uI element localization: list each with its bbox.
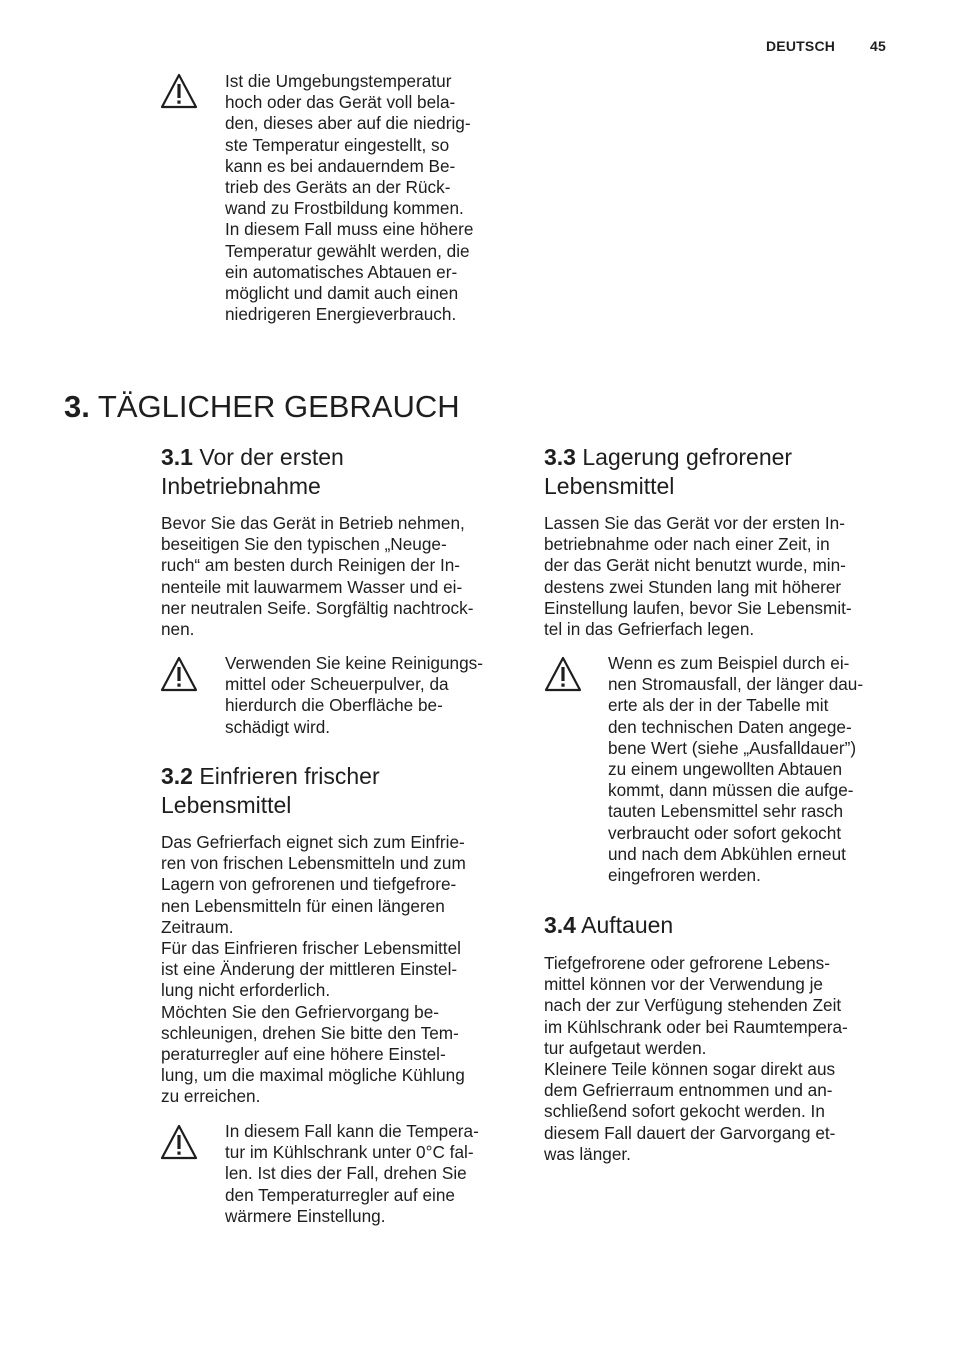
text-line: len. Ist dies der Fall, drehen Sie	[225, 1163, 467, 1184]
text-line: Zeitraum.	[161, 916, 234, 937]
section-3-3-body	[544, 513, 852, 640]
text-line: den technischen Daten angege-	[608, 716, 852, 737]
section-3-3-warning-text	[608, 653, 863, 886]
text-line: zu erreichen.	[161, 1086, 261, 1107]
text-line: nach der zur Verfügung stehenden Zeit	[544, 995, 842, 1016]
text-line: Ist die Umgebungstemperatur	[225, 71, 452, 91]
text-line: peraturregler auf eine höhere Einstel-	[161, 1044, 446, 1065]
section-3-2-body	[161, 832, 466, 1108]
text-line: ste Temperatur eingestellt, so	[225, 134, 450, 155]
text-line: diesem Fall dauert der Garvorgang et-	[544, 1122, 836, 1143]
section-title-line: Inbetriebnahme	[161, 472, 321, 499]
text-line: Das Gefrierfach eignet sich zum Einfrie-	[161, 832, 465, 852]
section-3-1-body	[161, 513, 473, 640]
warning-triangle-icon	[159, 1123, 199, 1161]
text-line: zu einem ungewollten Abtauen	[608, 759, 843, 780]
warning-triangle-icon	[159, 72, 199, 110]
text-line: was länger.	[544, 1143, 631, 1164]
text-line: Lagern von gefrorenen und tiefgefrore-	[161, 874, 457, 895]
chapter-heading	[64, 386, 460, 428]
section-title-line: Lebensmittel	[161, 791, 292, 818]
text-line: nen.	[161, 619, 195, 640]
text-line: den Temperaturregler auf eine	[225, 1184, 455, 1205]
text-line: nen Stromausfall, der länger dau-	[608, 674, 864, 695]
text-line: ist eine Änderung der mittleren Einstel-	[161, 959, 458, 980]
section-3-2-warning-icon-wrap	[159, 1123, 199, 1166]
section-heading-3-3	[544, 443, 792, 500]
text-line: tur im Kühlschrank unter 0°C fal-	[225, 1142, 474, 1163]
text-line: ren von frischen Lebensmitteln und zum	[161, 853, 466, 874]
section-number: 3.3	[544, 444, 576, 470]
text-line: Einstellung laufen, bevor Sie Lebensmit-	[544, 597, 852, 618]
text-line: tur aufgetaut werden.	[544, 1037, 707, 1058]
top-warning-icon-wrap	[159, 72, 199, 115]
section-3-4-body	[544, 953, 848, 1165]
chapter-title: TÄGLICHER GEBRAUCH	[97, 389, 460, 424]
text-line: mittel können vor der Verwendung je	[544, 974, 823, 995]
text-line: In diesem Fall muss eine höhere	[225, 219, 474, 240]
text-line: erte als der in der Tabelle mit	[608, 695, 829, 716]
section-title-line: Einfrieren frischer	[199, 763, 380, 789]
text-line: verbraucht oder sofort gekocht	[608, 822, 842, 843]
text-line: tel in das Gefrierfach legen.	[544, 619, 755, 640]
text-line: Bevor Sie das Gerät in Betrieb nehmen,	[161, 513, 465, 533]
text-line: Kleinere Teile können sogar direkt aus	[544, 1059, 836, 1080]
text-line: Verwenden Sie keine Reinigungs-	[225, 653, 483, 673]
text-line: In diesem Fall kann die Tempera-	[225, 1121, 479, 1141]
text-line: Wenn es zum Beispiel durch ei-	[608, 653, 850, 673]
text-line: bene Wert (siehe „Ausfalldauer”)	[608, 737, 857, 758]
text-line: niedrigeren Energieverbrauch.	[225, 304, 457, 325]
warning-triangle-icon	[543, 655, 583, 693]
section-number: 3.1	[161, 444, 193, 470]
text-line: hoch oder das Gerät voll bela-	[225, 92, 456, 113]
text-line: betriebnahme oder nach einer Zeit, in	[544, 534, 830, 555]
text-line: nenteile mit lauwarmem Wasser und ei-	[161, 576, 463, 597]
section-number: 3.2	[161, 763, 193, 789]
text-line: mittel oder Scheuerpulver, da	[225, 674, 449, 695]
section-title-line: Vor der ersten	[199, 444, 344, 470]
text-line: im Kühlschrank oder bei Raumtempera-	[544, 1016, 848, 1037]
section-heading-3-1	[161, 443, 344, 500]
text-line: trieb des Geräts an der Rück-	[225, 177, 451, 198]
text-line: tauten Lebensmittel sehr rasch	[608, 801, 844, 822]
text-line: nen Lebensmitteln für einen längeren	[161, 895, 445, 916]
section-3-1-warning-text	[225, 653, 483, 738]
text-line: wärmere Einstellung.	[225, 1205, 386, 1226]
text-line: kann es bei andauerndem Be-	[225, 155, 456, 176]
section-heading-3-2	[161, 762, 380, 819]
section-title-line: Lebensmittel	[544, 472, 675, 499]
text-line: Temperatur gewählt werden, die	[225, 240, 470, 261]
text-line: Für das Einfrieren frischer Lebensmittel	[161, 938, 461, 959]
text-line: schließend sofort gekocht werden. In	[544, 1101, 825, 1122]
text-line: Möchten Sie den Gefriervorgang be-	[161, 1001, 440, 1022]
text-line: ner neutralen Seife. Sorgfältig nachtrock-	[161, 597, 474, 618]
header-language: DEUTSCH	[766, 38, 836, 54]
text-line: lung, um die maximal mögliche Kühlung	[161, 1065, 465, 1086]
section-number: 3.4	[544, 912, 576, 938]
text-line: eingefroren werden.	[608, 865, 761, 886]
text-line: lung nicht erforderlich.	[161, 980, 331, 1001]
top-warning-text	[225, 71, 473, 325]
text-line: der das Gerät nicht benutzt wurde, min-	[544, 555, 846, 576]
text-line: Lassen Sie das Gerät vor der ersten In-	[544, 513, 845, 533]
text-line: Tiefgefrorene oder gefrorene Lebens-	[544, 953, 831, 973]
section-title-line: Lagerung gefrorener	[582, 444, 793, 470]
text-line: ein automatisches Abtauen er-	[225, 261, 458, 282]
section-title-line: Auftauen	[581, 912, 674, 938]
text-line: den, dieses aber auf die niedrig-	[225, 113, 471, 134]
text-line: schleunigen, drehen Sie bitte den Tem-	[161, 1022, 459, 1043]
text-line: dem Gefrierraum entnommen und an-	[544, 1080, 833, 1101]
section-3-1-warning-icon-wrap	[159, 655, 199, 698]
text-line: beseitigen Sie den typischen „Neuge-	[161, 534, 447, 555]
text-line: destens zwei Stunden lang mit höherer	[544, 576, 842, 597]
page-number: 45	[870, 38, 886, 54]
section-heading-3-4	[544, 911, 673, 940]
warning-triangle-icon	[159, 655, 199, 693]
text-line: kommt, dann müssen die aufge-	[608, 780, 854, 801]
text-line: und nach dem Abkühlen erneut	[608, 843, 846, 864]
section-3-2-warning-text	[225, 1121, 479, 1227]
text-line: wand zu Frostbildung kommen.	[225, 198, 464, 219]
text-line: ruch“ am besten durch Reinigen der In-	[161, 555, 461, 576]
text-line: hierdurch die Oberfläche be-	[225, 695, 443, 716]
chapter-number: 3.	[64, 389, 90, 424]
section-3-3-warning-icon-wrap	[543, 655, 583, 698]
text-line: schädigt wird.	[225, 716, 331, 737]
text-line: möglicht und damit auch einen	[225, 283, 459, 304]
